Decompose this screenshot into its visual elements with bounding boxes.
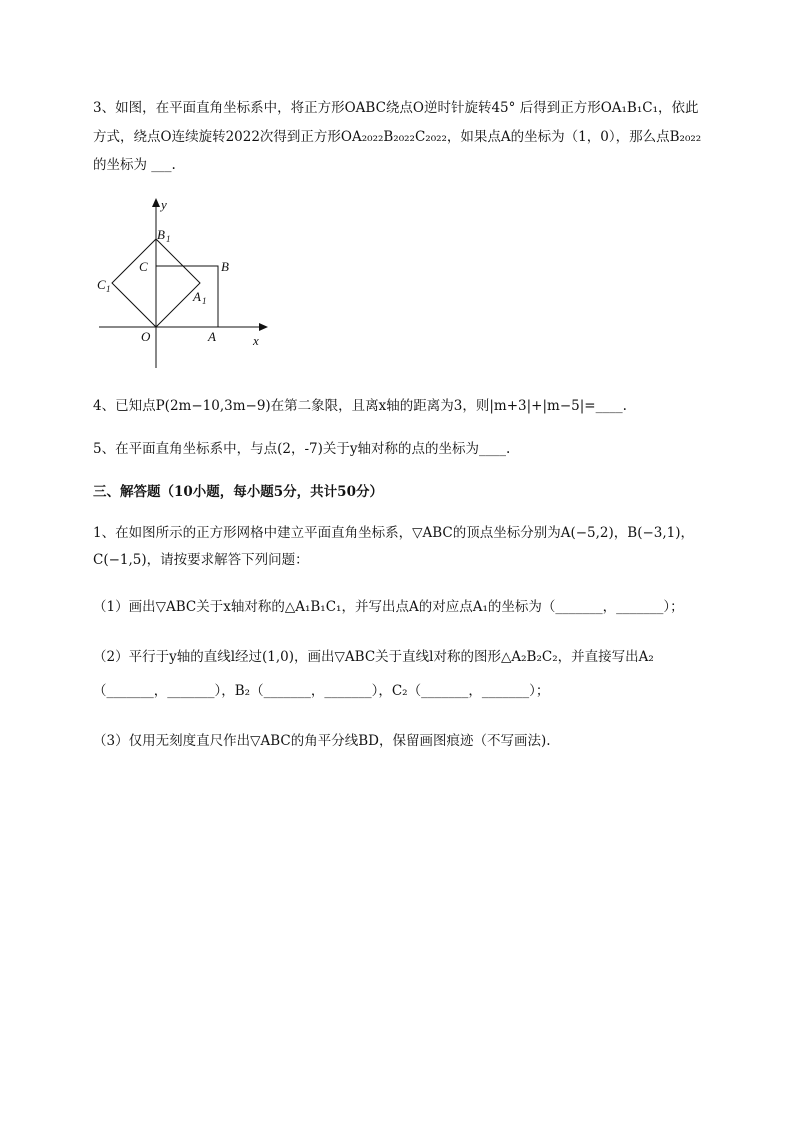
rotated-square-figure: [93, 193, 283, 373]
q3-line-3: 的坐标为 ___.: [93, 157, 176, 173]
label-b1-sub: 1: [166, 234, 171, 244]
q3-line-2: 方式，绕点O连续旋转2022次得到正方形OA₂₀₂₂B₂₀₂₂C₂₀₂₂，如果点A的坐标为（1，0），那么点B₂₀₂₂: [93, 129, 702, 145]
p1-line-2: C(−1,5)，请按要求解答下列问题：: [93, 552, 309, 568]
label-c1-sub: 1: [106, 284, 111, 294]
p1-line-1: 1、在如图所示的正方形网格中建立平面直角坐标系，▽ABC的顶点坐标分别为A(−5,2)，B(−3,1)，: [93, 525, 695, 541]
p1-part-2-line-2: （_______，_______），B₂（_______，_______），C₂（_______，_______）；: [93, 683, 550, 699]
q4-text: 4、已知点P(2m−10,3m−9)在第二象限，且离x轴的距离为3，则|m+3|+|m−5|=____.: [93, 398, 627, 414]
section-3-heading: 三、解答题（10小题，每小题5分，共计50分）: [93, 484, 383, 500]
q5-text: 5、在平面直角坐标系中，与点(2，-7)关于y轴对称的点的坐标为____.: [93, 441, 511, 457]
p1-part-1: （1）画出▽ABC关于x轴对称的△A₁B₁C₁，并写出点A的对应点A₁的坐标为（_______，_______）；: [93, 599, 684, 615]
label-x: x: [253, 333, 259, 348]
label-y: y: [161, 197, 167, 212]
label-a: A: [208, 329, 216, 344]
label-o: O: [141, 329, 151, 344]
label-c1: C: [97, 277, 106, 292]
label-b: B: [221, 259, 229, 274]
label-b1: B: [157, 227, 165, 242]
p1-part-2-line-1: （2）平行于y轴的直线l经过(1,0)，画出▽ABC关于直线l对称的图形△A₂B₂C₂，并直接写出A₂: [93, 649, 654, 665]
p1-part-3: （3）仅用无刻度直尺作出▽ABC的角平分线BD，保留画图痕迹（不写画法).: [93, 733, 551, 749]
label-a1: A: [193, 289, 201, 304]
x-axis-arrow: [259, 323, 268, 331]
label-a1-sub: 1: [202, 296, 207, 306]
y-axis-arrow: [152, 198, 160, 207]
q3-line-1: 3、如图，在平面直角坐标系中，将正方形OABC绕点O逆时针旋转45° 后得到正方形OA₁B₁C₁，依此: [93, 100, 699, 116]
label-c: C: [139, 259, 148, 274]
